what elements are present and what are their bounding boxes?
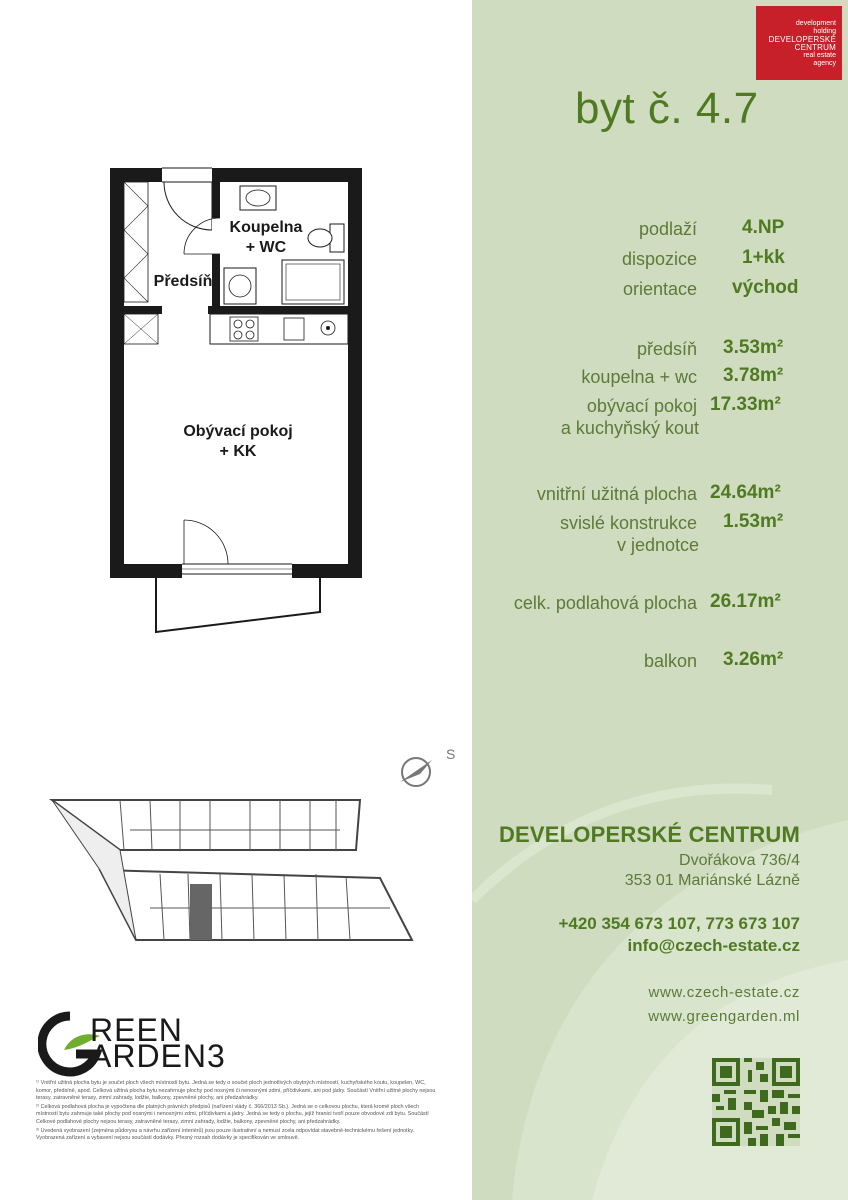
green-garden-logo: [38, 1010, 268, 1085]
agency-logo: development holding DEVELOPERSKÉ CENTRUM real estate agency: [756, 6, 842, 80]
detail-floor: podlaží 4.NP: [638, 217, 785, 239]
detail-total-area: celk. podlahová plocha 26.17m²: [513, 591, 781, 613]
qr-code-icon[interactable]: [712, 1058, 800, 1146]
brand-line-2: ARDEN3: [90, 1038, 226, 1074]
compass-label: S: [446, 746, 456, 762]
company-street: Dvořákova 736/4: [679, 852, 800, 869]
footnote-3: ³⁾ Uvedená vyobrazení (zejména půdorysu a návrhu zařízení interiérů) jsou pouze ilustrativní a nemusí zcela odpovídat stavebně-technickému řešení jednotky. Vyobrazená zařízení a vybavení nejsou součástí dodávky. Přesný rozsah dodávky je specifikován ve smlouvě.: [36, 1127, 415, 1142]
detail-walls: svislé konstrukce v jednotce 1.53m²: [559, 511, 784, 555]
company-email[interactable]: info@czech-estate.cz: [627, 936, 800, 955]
detail-orientation: orientace východ: [622, 277, 799, 299]
compass-icon: [396, 748, 450, 792]
company-name: DEVELOPERSKÉ CENTRUM: [498, 822, 800, 847]
room-label-bathroom: Koupelna + WC: [229, 219, 303, 256]
detail-hall: předsíň 3.53m²: [636, 337, 784, 359]
footnotes: [36, 1080, 438, 1144]
detail-bath: koupelna + wc 3.78m²: [581, 365, 784, 387]
room-label-living: Obývací pokoj + KK: [183, 423, 293, 460]
room-label-hall: Předsíň: [153, 273, 213, 290]
detail-balcony: balkon 3.26m²: [643, 649, 784, 671]
detail-layout: dispozice 1+kk: [621, 247, 785, 269]
website-link-1[interactable]: www.czech-estate.cz: [648, 984, 800, 1001]
brand-line-1: REEN: [90, 1012, 183, 1048]
detail-living: obývací pokoj a kuchyňský kout 17.33m²: [560, 394, 781, 438]
building-plan: [40, 790, 430, 960]
company-city: 353 01 Mariánské Lázně: [624, 872, 800, 889]
website-link-2[interactable]: www.greengarden.ml: [648, 1008, 800, 1025]
footnote-2: ²⁾ Celková podlahová plocha je vypočtena dle platných právních předpisů (nařízení vlády č. 366/2013 Sb.). Jedná se o celkovou plochu, která kromě ploch všech místností bytu zahrnuje také plochy pod nosnými i nenosnými zdmi, příčdivkami a jádry. Jedná se tedy o plochu, jejíž hranici tvoří pouze obvodové zdi bytu. Součástí Celkové podlahové plochy nejsou terasy, zatravněné terasy, zimní zahrady, lodžie, balkony, zpevněné plochy, ani předzahrádky.: [36, 1103, 429, 1125]
apartment-title: byt č. 4.7: [575, 84, 759, 133]
footnote-1: ¹⁾ Vnitřní užitná plocha bytu je součet ploch všech místností bytu. Jedná se tedy o součet ploch jednotlivých obytných místností, kuchyňského koutu, koupelen, WC, komor, předsíně, apod. Celková užitná plocha bytu nezahrnuje plochy pod nosnými či nenosnými zdmi, příčdivkami, ani pod jádry. Součástí Vnitřní užitné plochy nejsou terasy, zatravněné terasy, zimní zahrady, lodžie, balkony, zpevněné plochy, ani předzahrádky.: [36, 1080, 436, 1102]
detail-inner-area: vnitřní užitná plocha 24.64m²: [536, 482, 781, 504]
company-phone[interactable]: +420 354 673 107, 773 673 107: [558, 914, 800, 933]
